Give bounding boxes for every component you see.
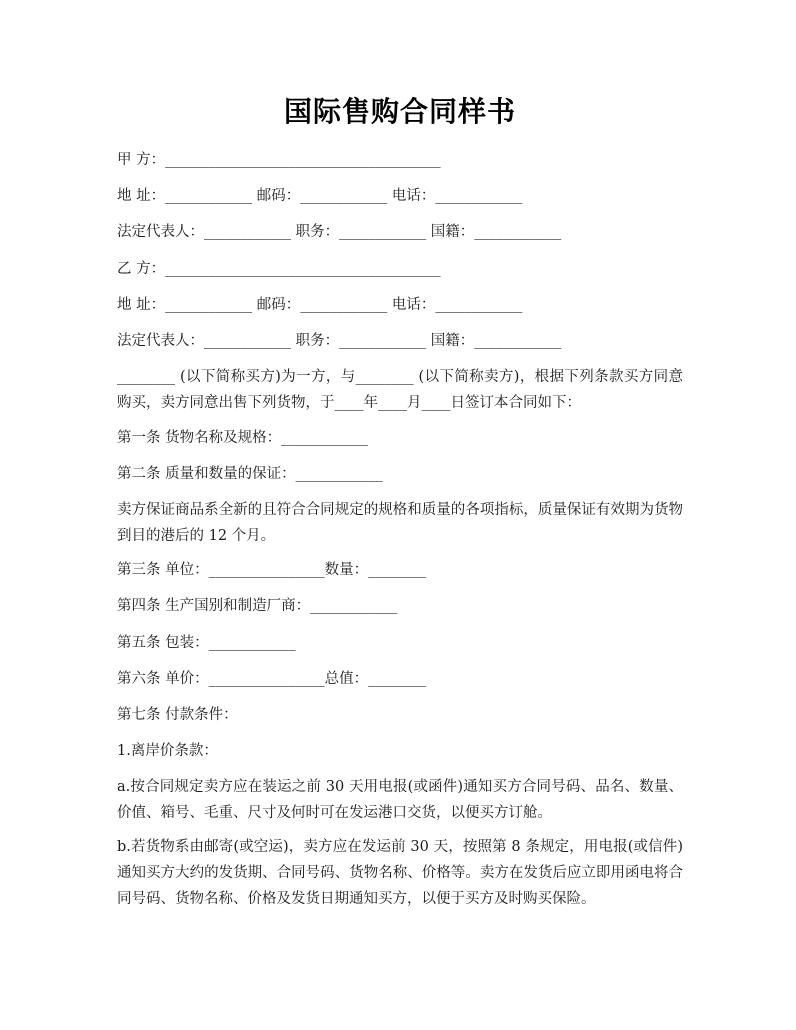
party-a-representative-line: 法定代表人：____________ 职务：____________ 国籍：____________ xyxy=(117,224,562,240)
article-4-origin-manufacturer: 第四条 生产国别和制造厂商：____________ xyxy=(117,598,398,614)
party-a-address-line: 地 址：____________ 邮码：____________ 电话：____________ xyxy=(117,188,523,204)
clause-1-fob: 1.离岸价条款： xyxy=(117,743,218,759)
article-2-quality-quantity: 第二条 质量和数量的保证：____________ xyxy=(117,466,383,482)
article-5-packing: 第五条 包装：____________ xyxy=(117,635,296,651)
clause-b-paragraph: b.若货物系由邮寄(或空运)，卖方应在发运前 30 天，按照第 8 条规定，用电报(或信件)通知买方大约的发货期、合同号码、货物名称、价格等。卖方在发货后应立即用函电将合同号码、货物名称、价格及发货日期通知买方，以便于买方及时购买保险。 xyxy=(117,839,683,907)
document-title: 国际售购合同样书 xyxy=(283,95,516,128)
party-b-representative-line: 法定代表人：____________ 职务：____________ 国籍：____________ xyxy=(117,333,562,349)
quality-guarantee-paragraph: 卖方保证商品系全新的且符合合同规定的规格和质量的各项指标，质量保证有效期为货物到目的港后的 12 个月。 xyxy=(117,502,683,544)
article-3-unit-quantity: 第三条 单位：________________数量：________ xyxy=(117,562,427,578)
article-7-payment-terms: 第七条 付款条件： xyxy=(117,707,238,723)
party-b-name-line: 乙 方：______________________________________ xyxy=(117,261,441,277)
party-a-name-line: 甲 方：______________________________________ xyxy=(117,152,441,168)
article-6-price-total: 第六条 单价：________________总值：________ xyxy=(117,671,427,687)
article-1-goods-name: 第一条 货物名称及规格：____________ xyxy=(117,430,369,446)
clause-a-paragraph: a.按合同规定卖方应在装运之前 30 天用电报(或函件)通知买方合同号码、品名、数量、价值、箱号、毛重、尺寸及何时可在发运港口交货，以便买方订舱。 xyxy=(117,779,683,821)
party-b-address-line: 地 址：____________ 邮码：____________ 电话：____________ xyxy=(117,297,523,313)
intro-paragraph: ________ (以下简称买方)为一方，与________ (以下简称卖方)，根据下列条款买方同意购买，卖方同意出售下列货物，于____年____月____日签订本合同如下： xyxy=(117,369,683,411)
